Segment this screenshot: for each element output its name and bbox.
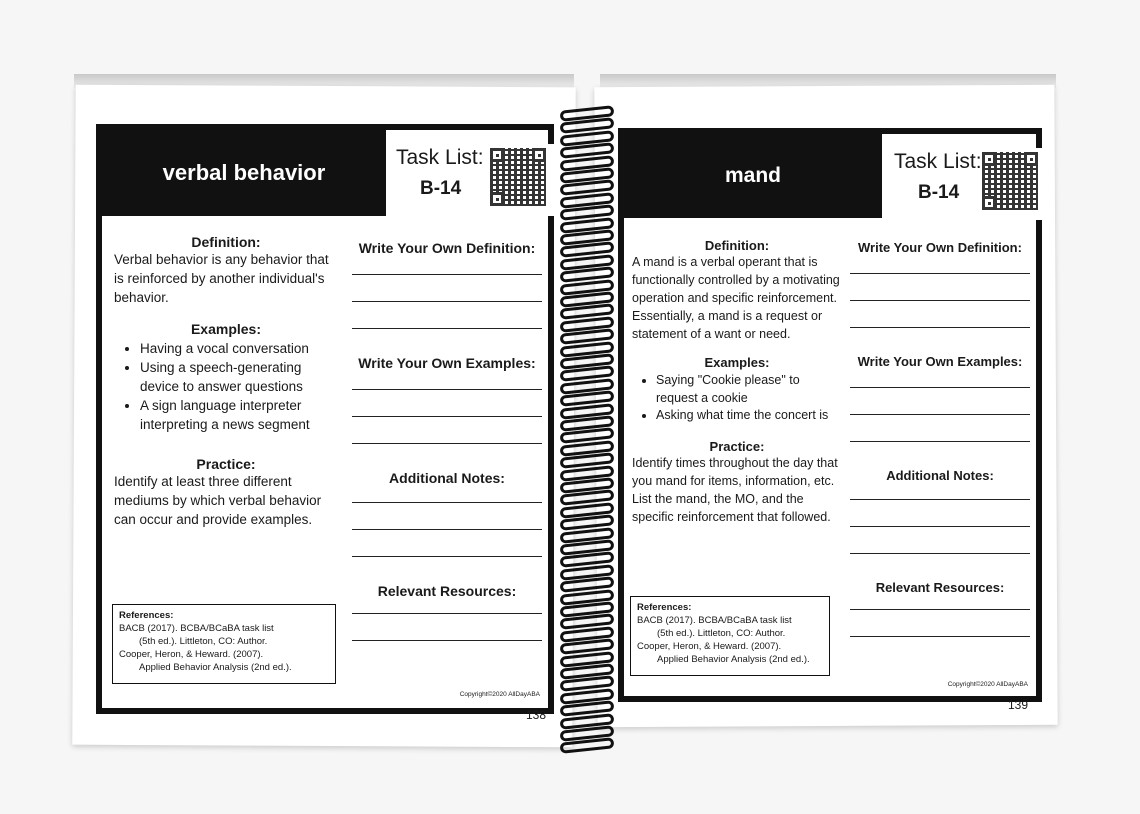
reference-line: Cooper, Heron, & Heward. (2007). [119, 649, 264, 660]
right-copyright: Copyright©2020 AllDayABA [947, 681, 1028, 688]
left-references-heading: References: [119, 610, 174, 621]
writing-line [352, 529, 542, 530]
qr-code-icon [490, 148, 546, 206]
left-practice-heading: Practice: [196, 456, 256, 472]
writing-line [850, 609, 1030, 610]
left-task-code: B-14 [420, 178, 462, 199]
right-content-column [632, 238, 842, 538]
writing-line [352, 443, 542, 444]
right-definition-text: A mand is a verbal operant that is functionally controlled by a motivating operation and specific reinforcement. Essentially, a mand is a request or statement of a want or need. [632, 255, 840, 341]
writing-line [850, 499, 1030, 500]
left-write-examples-heading: Write Your Own Examples: [358, 355, 536, 371]
right-write-examples-heading: Write Your Own Examples: [857, 354, 1023, 369]
right-practice-heading: Practice: [709, 438, 765, 454]
writing-line [352, 556, 542, 557]
left-card [96, 124, 554, 714]
right-write-definition-heading: Write Your Own Definition: [858, 240, 1022, 255]
left-examples-list [114, 339, 338, 434]
writing-line [352, 613, 542, 614]
writing-line [352, 274, 542, 275]
writing-line [352, 328, 542, 329]
list-item: • Saying "Cookie please" to request a cookie [656, 372, 842, 407]
writing-line [352, 389, 542, 390]
right-examples-list [632, 372, 842, 425]
reference-line: BACB (2017). BCBA/BCaBA task list [637, 615, 792, 626]
list-item: • Asking what time the concert is [656, 407, 842, 425]
right-references-heading: References: [637, 602, 692, 613]
writing-line [352, 502, 542, 503]
right-resources-heading: Relevant Resources: [875, 580, 1005, 595]
reference-line: Applied Behavior Analysis (2nd ed.). [139, 662, 292, 673]
list-item: • Having a vocal conversation [140, 339, 338, 358]
writing-line [352, 416, 542, 417]
writing-line [850, 300, 1030, 301]
left-task-box [390, 144, 554, 216]
left-references-box [112, 604, 336, 684]
writing-line [850, 553, 1030, 554]
left-content-column [114, 234, 338, 543]
list-item: • Using a speech-generating device to answer questions [140, 358, 338, 396]
right-card [618, 128, 1042, 702]
writing-line [850, 414, 1030, 415]
left-write-definition-heading: Write Your Own Definition: [358, 240, 536, 256]
left-writing-column [352, 240, 542, 667]
left-practice-text: Identify at least three different mediums by which verbal behavior can occur and provide examples. [114, 474, 322, 527]
writing-line [850, 636, 1030, 637]
left-definition-text: Verbal behavior is any behavior that is reinforced by another individual's behavior. [114, 252, 329, 305]
left-copyright: Copyright©2020 AllDayABA [459, 691, 540, 698]
reference-line: Cooper, Heron, & Heward. (2007). [637, 641, 782, 652]
right-title: mand [624, 134, 882, 218]
reference-line: (5th ed.). Littleton, CO: Author. [139, 636, 268, 647]
right-examples-heading: Examples: [704, 355, 770, 370]
right-writing-column [850, 240, 1030, 663]
left-notes-heading: Additional Notes: [389, 470, 505, 486]
reference-line: (5th ed.). Littleton, CO: Author. [657, 628, 786, 639]
right-task-code: B-14 [918, 182, 960, 203]
right-task-label: Task List: [894, 150, 982, 173]
writing-line [850, 273, 1030, 274]
reference-line: BACB (2017). BCBA/BCaBA task list [119, 623, 274, 634]
writing-line [850, 441, 1030, 442]
writing-line [850, 387, 1030, 388]
writing-line [352, 301, 542, 302]
left-definition-heading: Definition: [191, 234, 261, 250]
right-page-number: 139 [1008, 698, 1029, 712]
left-resources-heading: Relevant Resources: [377, 583, 517, 599]
reference-line: Applied Behavior Analysis (2nd ed.). [657, 654, 810, 665]
left-page-number: 138 [526, 708, 547, 722]
spiral-binding [556, 100, 618, 750]
qr-code-icon [982, 152, 1038, 210]
right-practice-text: Identify times throughout the day that you mand for items, information, etc. List the mand, the MO, and the specific reinforcement that followed. [632, 455, 838, 524]
right-task-box [888, 148, 1042, 220]
list-item: • A sign language interpreter interpreting a news segment [140, 396, 338, 434]
right-references-box [630, 596, 830, 676]
right-notes-heading: Additional Notes: [886, 468, 994, 483]
writing-line [850, 327, 1030, 328]
left-examples-heading: Examples: [190, 321, 262, 337]
left-task-label: Task List: [396, 146, 484, 169]
right-definition-heading: Definition: [704, 238, 770, 253]
writing-line [352, 640, 542, 641]
writing-line [850, 526, 1030, 527]
left-title: verbal behavior [102, 130, 386, 216]
